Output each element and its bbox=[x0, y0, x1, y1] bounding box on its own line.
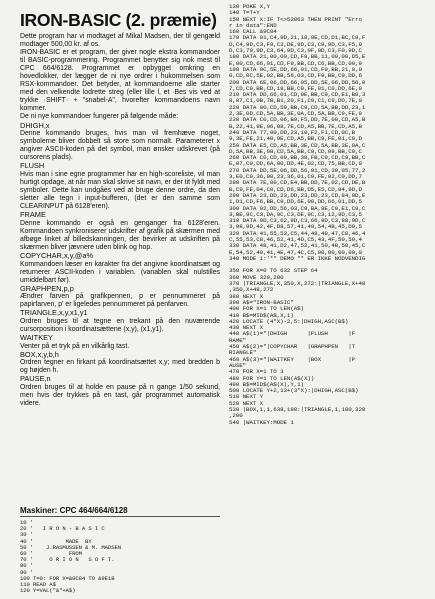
code-line: 170 DATA 01,C4,9D,21,18,9E,CD,D1,BC,C9,F bbox=[229, 34, 366, 42]
code-line: 200 DATA 6E,06,DD,66,05,DD,5E,06,DD,56,0 bbox=[229, 78, 366, 86]
code-line: 530 |BOX,1,1,638,180:|TRIANGLE,1,180,320 bbox=[229, 406, 366, 413]
paragraph: Ordren bruges til at holde en pause på n gange 1/50 sekund, men hvis der trykkes på en tast, går programmet automatisk videre. bbox=[20, 383, 220, 408]
code-line: 210 DATA DD,66,01,CD,0E,BB,C9,CD,E1,B8,3 bbox=[229, 91, 366, 99]
code-line: 420 LOCATE (4*X)-2,5:|DHIGH,ASC(B$) bbox=[229, 317, 349, 325]
code-line: RIANGLE" bbox=[229, 349, 257, 357]
code-line: 380 NEXT X bbox=[229, 292, 264, 300]
code-line: B,C9,FE,04,C0,CD,D6,BB,D5,E5,CD,84,9D,D bbox=[229, 185, 362, 193]
code-line: 370 |TRIANGLE,X,350,X,272:|TRIANGLE,X+48 bbox=[229, 280, 366, 288]
command-heading: WAITKEY bbox=[20, 333, 53, 343]
code-line: 440 A$(1)="|DHIGH |FLUSH |F bbox=[229, 330, 356, 338]
paragraph: IRON-BASIC er et program, der giver nogle ekstra kommandoer til BASIC-programmering. Programmet benytter sig nok mest til CPC 664/6128. Programmet er opbygget omkring en hovedlokker, der lægger de ni nye ordrer i hukommelsen som RSX-kommandoer. Det betyder, at kommandoerne alle starter med den velkendte lodrette streg (eller lille l, et ·Bes vis ved at trykke ·SHIFT· + "snabel-A", hvorefter kommandoens navn kommer. bbox=[20, 49, 220, 113]
code-line: E,54,52,49,41,4E,47,4C,C5,00,00,00,00,0 bbox=[229, 248, 362, 256]
code-line: 7,CD,C9,BB,CD,18,BB,C9,FE,01,C0,DD,6E,0 bbox=[229, 84, 362, 92]
code-line: 470 FOR X=1 TO 3 bbox=[229, 368, 284, 376]
code-line: 9,3E,FE,21,40,9E,CD,A5,BB,C9,FE,01,C0,D bbox=[229, 135, 362, 143]
command-heading: BOX,x,y,b,h bbox=[20, 349, 59, 359]
paragraph: Denne kommando er også en genganger fra 6128'eren. Kommandoen synkroniserer udskrifter af grafik på skærmen med afbøge linket af billedskanningen, der bevirker at udskriften på skærmen bliver jævnere uden blink og hop. bbox=[20, 219, 220, 251]
command-heading: COPYCHAR,x,y,@a% bbox=[20, 250, 94, 260]
code-line: r in data":END bbox=[229, 21, 277, 29]
code-line: 350 FOR X=0 TO 632 STEP 64 bbox=[229, 267, 318, 275]
code-line: 160 CALL &9C84 bbox=[229, 28, 277, 36]
article-column bbox=[20, 10, 220, 408]
code-line: 490 B$=MID$(A$(X),Y,1) bbox=[229, 380, 304, 388]
listing-column bbox=[229, 4, 431, 426]
code-line: 70 ' O R I O N S O F T. bbox=[20, 556, 115, 564]
command-heading: FLUSH bbox=[20, 161, 45, 171]
code-line: 30 ' bbox=[20, 531, 34, 539]
code-line: 3,E0,C9,36,00,23,36,01,C9,FE,02,C0,DD,7 bbox=[229, 173, 362, 181]
command-heading: TRIANGLE,x,y,x1,y1 bbox=[20, 308, 88, 318]
machine-info: Maskiner: CPC 464/664/6128 bbox=[20, 506, 128, 515]
code-line: 290 DATA 23,DD,23,DD,23,DD,23,CD,84,9D,E bbox=[229, 191, 366, 199]
code-line: 320 DATA 41,55,53,C5,44,48,49,47,C8,46,4 bbox=[229, 229, 366, 237]
command-heading: GRAPHPEN,p,p bbox=[20, 283, 74, 293]
code-line: 1,D1,CD,F6,BB,C9,DD,6E,00,DD,66,01,DD,5 bbox=[229, 198, 362, 206]
code-line: ,200 bbox=[229, 412, 243, 420]
code-line: 400 FOR X=1 TO LEN(A$) bbox=[229, 305, 304, 313]
code-line: 190 DATA 0C,5E,DD,66,01,CD,F9,BB,21,0,0 bbox=[229, 65, 362, 73]
program-listing-start bbox=[20, 520, 220, 594]
paragraph: Denne kommando bruges, hvis man vil fremhæve noget, symbolerne bliver dobbelt så store som normalt. Parameteret x angiver ASCII-koden på det symbol, man ønsker udskrevet (på cursorens plads). bbox=[20, 130, 220, 162]
listing-divider bbox=[20, 516, 220, 517]
code-line: 260 DATA C0,CD,09,BB,38,FB,C9,CD,C9,BB,C bbox=[229, 154, 366, 162]
code-line: 130 POKE X,Y bbox=[229, 3, 270, 10]
code-line: AUSE" bbox=[229, 361, 247, 369]
code-line: 110 READ A$ bbox=[20, 581, 56, 589]
program-listing bbox=[229, 4, 431, 426]
code-line: 510 NEXT Y bbox=[229, 393, 264, 401]
code-line: 60 ' FROM bbox=[20, 550, 82, 558]
code-line: 300 DATA 02,DD,56,03,C9,BA,9E,C9,E1,C9,C bbox=[229, 204, 366, 212]
code-line: 390 A$="IRON-BASIC" bbox=[229, 298, 294, 306]
code-line: 480 FOR Y=1 TO LEN(A$(X)) bbox=[229, 374, 315, 382]
code-line: 8,07,C1,0B,7B,B1,20,F1,C9,C1,C9,DD,7E,0 bbox=[229, 97, 362, 105]
code-line: 90 ' bbox=[20, 568, 34, 576]
code-line: 360 MOVE 320,200 bbox=[229, 273, 284, 281]
article-body bbox=[20, 33, 220, 408]
paragraph: Ændrer farven på grafikpennen, p er pennummeret på papirfarven, p' er ligeledes pennummeret på penfarven. bbox=[20, 293, 220, 309]
command-heading: PAUSE,n bbox=[20, 374, 51, 384]
paragraph: Venter på et tryk på en vilkårlig tast. bbox=[20, 342, 130, 350]
code-line: 10 ' bbox=[20, 519, 34, 526]
code-line: 460 A$(3)="|WAITKEY |BOX |P bbox=[229, 355, 356, 363]
code-line: 80 ' bbox=[20, 562, 34, 570]
paragraph: Ordren bruges til at tegne en trekant på den nuværende cursorposition i koordinatsættene (x,y), (x1,y1). bbox=[20, 317, 220, 333]
paragraph: Kommandoen læser en karakter fra det angivne koordinatsæt og returnerer ASCII-koden i variablen. (variablen skal nulstilles umiddelbart før). bbox=[20, 260, 220, 284]
code-line: C,55,53,C8,46,52,41,4D,C5,43,4F,50,59,4 bbox=[229, 235, 362, 243]
code-line: 100 T=0: FOR X=&9C84 TO &9E1B bbox=[20, 574, 115, 582]
code-line: E,07,C0,DD,6A,00,DD,4E,02,CD,75,BB,CD,0 bbox=[229, 160, 362, 168]
paragraph: Hvis man i sine egne programmer har en high-scoreliste, vil man hurtigt opdage, at når man skal skrive sit navn, er der tit fyldt med symboler. Dette kan undgåes ved at bruge denne ordre, da den sletter alle tegn i input-bufferen, (det er den samme som CLEARINPUT på 6128'eren). bbox=[20, 170, 220, 211]
bottom-listing bbox=[20, 520, 220, 594]
paragraph: Dette program har vi modtaget af Mikal Madsen, der til gengæld modtager 500,00 kr. af os. bbox=[20, 33, 220, 49]
code-line: 280 DATA 7E,00,CD,E4,BB,DD,7E,02,CD,DE,B bbox=[229, 179, 366, 187]
command-heading: DHIGH,x bbox=[20, 120, 50, 130]
code-line: 150 NEXT X:IF T<>52863 THEN PRINT "Erro bbox=[229, 15, 362, 23]
code-line: D,C3,79,9D,C3,64,9D,C3,0F,9D,C3,F0,9D,C bbox=[229, 47, 362, 55]
code-line: 410 B$=MID$(A$,X,1) bbox=[229, 311, 294, 319]
paragraph: De ni nye kommandoer fungerer på følgende måde: bbox=[20, 113, 179, 121]
code-line: 3,98,9D,42,4F,D8,57,41,49,54,4B,45,D9,5 bbox=[229, 223, 362, 231]
code-line: 540 |WAITKEY:MODE 1 bbox=[229, 418, 294, 426]
command-heading: FRAME bbox=[20, 210, 46, 220]
code-line: B,22,41,9E,06,08,7E,CD,A5,BB,7E,CD,A5,B bbox=[229, 122, 362, 130]
code-line: 500 LOCATE Y+2,13+(3*X):|DHIGH,ASC(B$) bbox=[229, 387, 359, 395]
code-line: ,350,X+48,272 bbox=[229, 286, 274, 294]
code-line: RAME" bbox=[229, 336, 247, 344]
code-line: 340 MODE 1:'** DEMO ** ER IKKE NODVENDIG bbox=[229, 254, 366, 262]
code-line: 310 DATA 9D,C3,62,9D,C3,66,9D,C3,88,9D,C bbox=[229, 217, 366, 225]
code-line: 3,BE,9C,C3,DA,9C,C3,DE,9C,C3,12,9D,C3,5 bbox=[229, 210, 362, 218]
code-line: 250 DATA E5,CD,A5,BB,3E,CD,5A,BB,3E,0A,C bbox=[229, 141, 366, 149]
code-line: 330 DATA 48,41,D2,47,52,41,50,48,50,45,C bbox=[229, 242, 366, 250]
code-line: 20 ' I R O N - B A S I C bbox=[20, 525, 105, 533]
code-line: 240 DATA 77,00,DD,23,10,F2,F1,CD,0C,B bbox=[229, 128, 356, 136]
paragraph: Ordren tegner en firkant på koordinatsættet x,y; med bredden b og højden h. bbox=[20, 359, 220, 375]
code-line: 450 A$(2)="|COPYCHAR |GRAPHPEN |T bbox=[229, 343, 356, 351]
code-line: 180 DATA 21,00,00,CD,F9,BB,11,00,00,D5,E bbox=[229, 53, 366, 61]
code-line: 430 NEXT X bbox=[229, 324, 264, 332]
article-title: IRON-BASIC (2. præmie) bbox=[20, 10, 217, 30]
code-line: 140 T=T+Y bbox=[229, 9, 260, 17]
code-line: 2,3E,0D,CD,5A,BB,3E,0A,CD,5A,BB,C9,FE,0 bbox=[229, 110, 362, 118]
code-line: 270 DATA DD,5E,06,DD,56,01,CD,30,05,77,2 bbox=[229, 166, 366, 174]
code-line: D,C4,9D,C3,F9,C3,DE,9D,C3,C9,9D,C3,F5,9 bbox=[229, 40, 362, 48]
code-line: 40 ' MADE BY bbox=[20, 537, 92, 545]
code-line: 0,CD,0C,5E,02,BB,56,03,CD,F9,BB,C9,DD,6 bbox=[229, 72, 362, 80]
code-line: 220 DATA 00,CD,59,BB,C9,CD,5A,BB,DD,23,1 bbox=[229, 103, 366, 111]
code-line: D,5A,BB,3E,08,CD,5A,BB,C9,CD,09,BB,C9,C bbox=[229, 147, 362, 155]
code-line: 120 Y=VAL("&"+A$) bbox=[20, 587, 76, 595]
code-line: 520 NEXT X bbox=[229, 399, 264, 407]
code-line: E,00,CD,66,01,CD,F9,BB,CD,C6,BB,CD,09,9 bbox=[229, 59, 362, 67]
code-line: 50 ' J.RASMUSSEN & M. MADSEN bbox=[20, 543, 121, 551]
code-line: 230 DATA C0,CD,06,B9,F5,DD,7E,00,CD,A5,B bbox=[229, 116, 366, 124]
